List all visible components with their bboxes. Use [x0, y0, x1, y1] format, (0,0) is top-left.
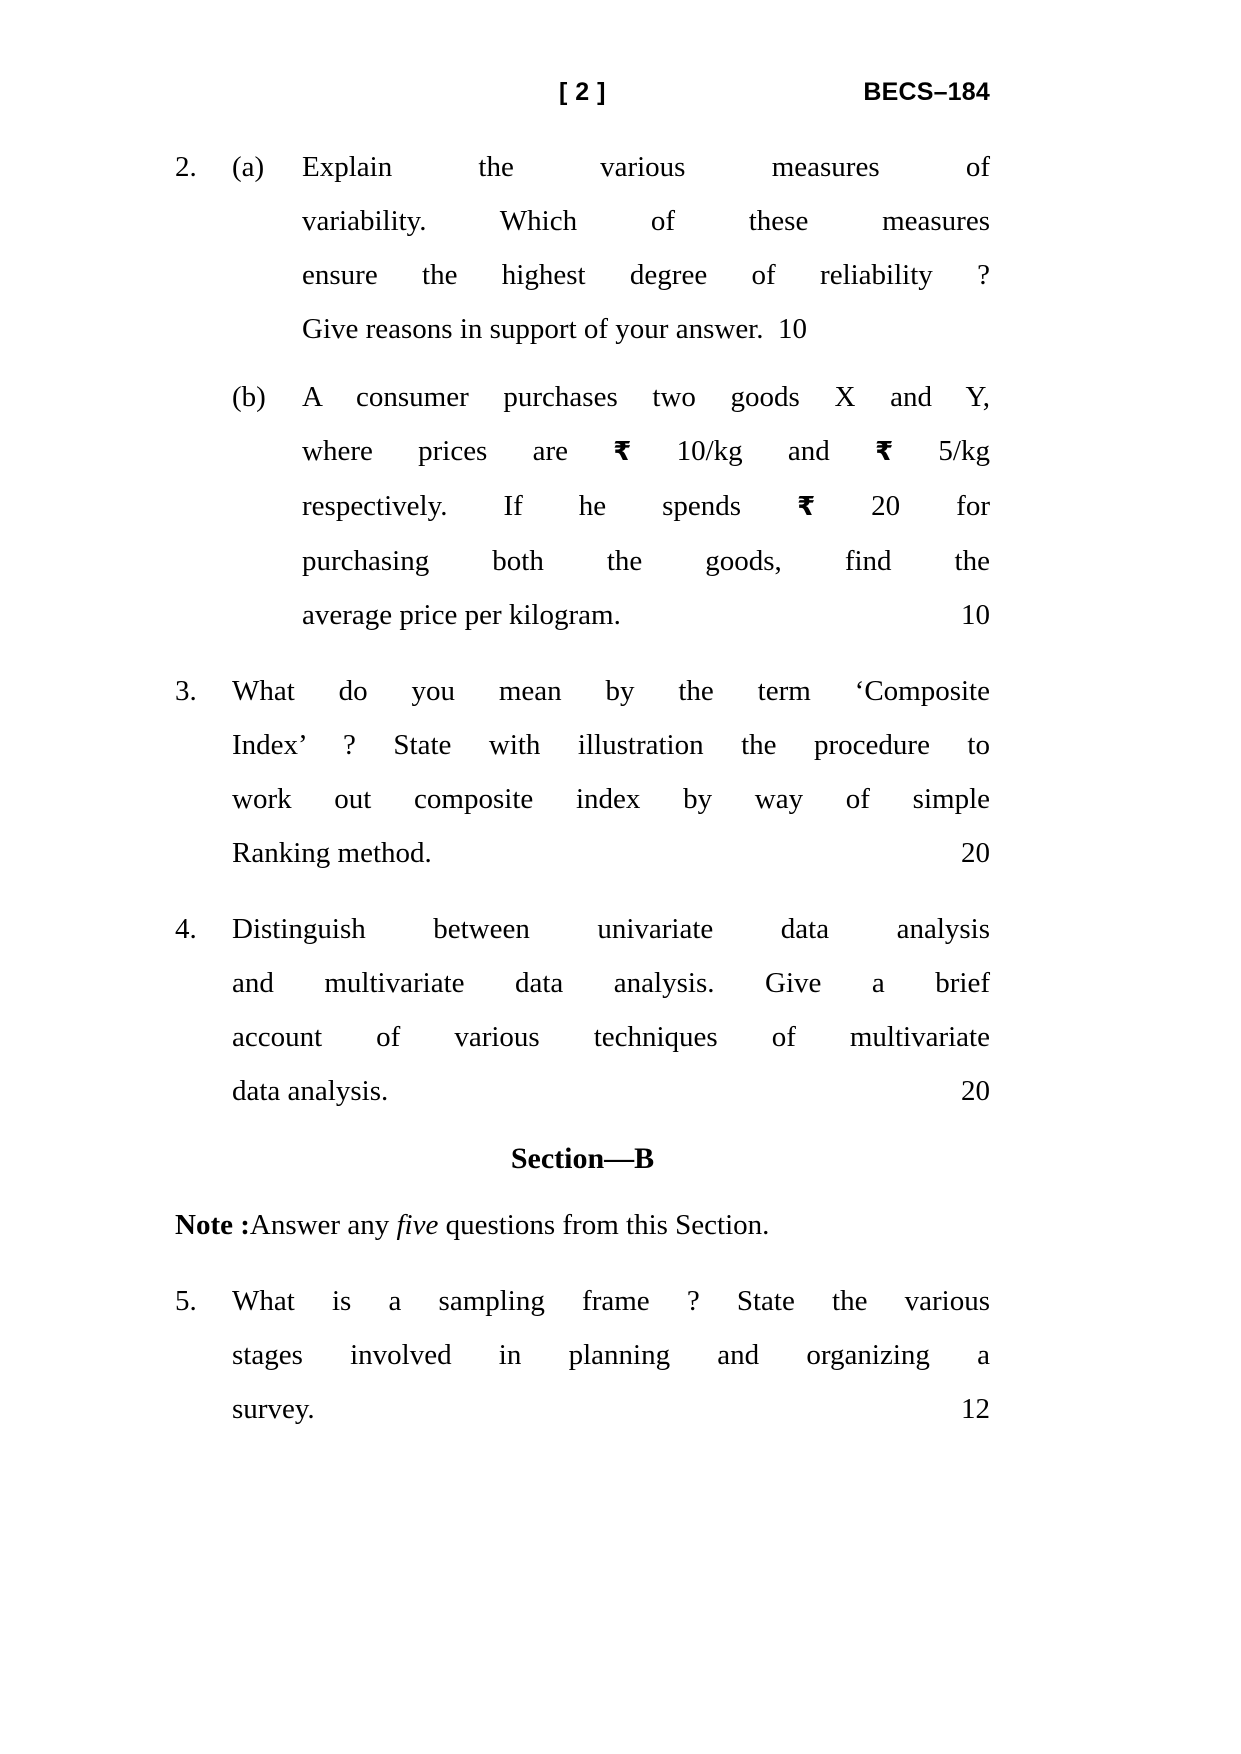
- marks-2b: 10: [961, 599, 990, 631]
- question-text-3: [232, 664, 990, 880]
- note-emphasis: five: [396, 1209, 439, 1241]
- question-line-text: Ranking method.: [232, 837, 432, 869]
- page-number: [ 2 ]: [559, 78, 606, 106]
- question-line-text: data analysis.: [232, 1075, 389, 1107]
- question-2b: [175, 370, 990, 642]
- question-line: work out composite index by way of simple: [232, 783, 990, 815]
- spacer: [175, 1252, 990, 1274]
- question-line: What is a sampling frame ? State the various: [232, 1285, 990, 1317]
- question-line: [232, 1064, 990, 1118]
- marks-5: 12: [961, 1393, 990, 1425]
- question-text-2b: [302, 370, 990, 642]
- question-line-text: average price per kilogram.: [302, 599, 621, 631]
- question-line: Index’ ? State with illustration the procedure to: [232, 729, 990, 761]
- question-line: [302, 302, 990, 356]
- question-line: ensure the highest degree of reliability ?: [302, 259, 990, 291]
- question-line: [302, 588, 990, 642]
- spacer: [175, 356, 990, 370]
- spacer: [175, 642, 990, 664]
- rupee-symbol: ₹: [613, 437, 632, 467]
- sub-part-label-2b: (b): [232, 381, 266, 413]
- question-line: Distinguish between univariate data analysis: [232, 913, 990, 945]
- question-5: [175, 1274, 990, 1436]
- question-line: respectively. If he spends ₹ 20 for: [302, 490, 990, 522]
- spacer: [175, 880, 990, 902]
- marks-value-2a: 10: [778, 313, 807, 345]
- question-2a: [175, 140, 990, 356]
- question-number-5: 5.: [175, 1285, 197, 1317]
- question-line: [232, 826, 990, 880]
- sub-part-label-2a: (a): [232, 151, 265, 183]
- question-line: purchasing both the goods, find the: [302, 545, 990, 577]
- question-number-2: 2.: [175, 151, 197, 183]
- question-line: What do you mean by the term ‘Composite: [232, 675, 990, 707]
- rupee-symbol: ₹: [797, 492, 816, 522]
- question-number-4: 4.: [175, 913, 197, 945]
- question-line: where prices are ₹ 10/kg and ₹ 5/kg: [302, 435, 990, 467]
- question-line: [232, 1382, 990, 1436]
- page-header: [175, 78, 990, 118]
- rupee-symbol: ₹: [875, 437, 894, 467]
- question-text-2a: [302, 140, 990, 356]
- question-line: and multivariate data analysis. Give a brief: [232, 967, 990, 999]
- question-line-text: survey.: [232, 1393, 315, 1425]
- note-text-before: Answer any: [249, 1209, 397, 1241]
- question-4: [175, 902, 990, 1118]
- question-line: Explain the various measures of: [302, 151, 990, 183]
- paper-code: BECS–184: [863, 78, 990, 106]
- section-b-heading: Section—B: [510, 1142, 655, 1175]
- question-number-3: 3.: [175, 675, 197, 707]
- question-line-text: Give reasons in support of your answer.: [302, 313, 764, 345]
- marks-4: 20: [961, 1075, 990, 1107]
- question-text-4: [232, 902, 990, 1118]
- question-line: account of various techniques of multivariate: [232, 1021, 990, 1053]
- question-line: variability. Which of these measures: [302, 205, 990, 237]
- question-line: stages involved in planning and organizing a: [232, 1339, 990, 1371]
- note-label: Note :: [175, 1209, 250, 1241]
- question-3: [175, 664, 990, 880]
- section-b-note: [175, 1198, 990, 1252]
- marks-2a: [764, 313, 779, 345]
- marks-3: 20: [961, 837, 990, 869]
- question-list: [175, 140, 990, 1436]
- question-text-5: [232, 1274, 990, 1436]
- note-text-after: questions from this Section.: [438, 1209, 770, 1241]
- question-line: A consumer purchases two goods X and Y,: [302, 381, 990, 413]
